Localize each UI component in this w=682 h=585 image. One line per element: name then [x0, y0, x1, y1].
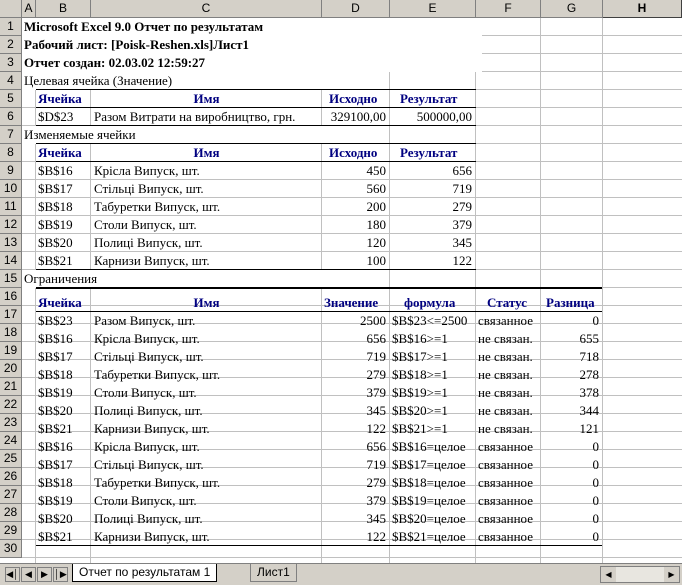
constraint-name: Крісла Випуск, шт.	[94, 331, 200, 346]
constraint-slack: 378	[579, 385, 599, 400]
constraint-slack: 0	[592, 439, 599, 454]
row-header-24[interactable]: 24	[0, 432, 22, 450]
row-header-23[interactable]: 23	[0, 414, 22, 432]
row-header-29[interactable]: 29	[0, 522, 22, 540]
constraint-name: Полиці Випуск, шт.	[94, 511, 203, 526]
constraint-name: Стільці Випуск, шт.	[94, 457, 204, 472]
row-header-26[interactable]: 26	[0, 468, 22, 486]
constraint-status: связанное	[478, 529, 533, 544]
constraint-name: Столи Випуск, шт.	[94, 493, 197, 508]
variable-original: 180	[366, 217, 386, 232]
worksheet-line: Рабочий лист: [Poisk-Reshen.xls]Лист1	[24, 37, 250, 52]
variable-name: Стільці Випуск, шт.	[94, 181, 204, 196]
column-header-d[interactable]: D	[322, 0, 390, 18]
constraint-status: не связан.	[478, 331, 533, 346]
constraint-value: 122	[366, 529, 386, 544]
variable-name: Карнизи Випуск, шт.	[94, 253, 210, 268]
constraint-slack: 0	[592, 313, 599, 328]
column-header-g[interactable]: G	[541, 0, 603, 18]
constraint-value: 719	[366, 457, 386, 472]
variable-original: 200	[366, 199, 386, 214]
constraint-value: 279	[366, 367, 386, 382]
constraint-cell: $B$20	[38, 511, 73, 526]
target-cell: $D$23	[38, 109, 74, 124]
constraint-formula: $B$16=целое	[392, 439, 466, 454]
table-border	[36, 89, 476, 90]
variable-result: 656	[452, 163, 472, 178]
constraint-name: Карнизи Випуск, шт.	[94, 421, 210, 436]
last-sheet-icon[interactable]: │▶	[53, 567, 68, 582]
constraint-slack: 655	[579, 331, 599, 346]
constraint-cell: $B$23	[38, 313, 73, 328]
constraint-status: не связан.	[478, 421, 533, 436]
constraint-cell: $B$16	[38, 331, 73, 346]
constraint-value: 345	[366, 403, 386, 418]
variable-cell: $B$19	[38, 217, 73, 232]
variable-original: 450	[366, 163, 386, 178]
column-header-a[interactable]: A	[22, 0, 36, 18]
constraint-formula: $B$16>=1	[392, 331, 448, 346]
scroll-right-icon[interactable]: ▶	[664, 567, 679, 582]
column-header-e[interactable]: E	[390, 0, 476, 18]
row-header-16[interactable]: 16	[0, 288, 22, 306]
constraint-value: 279	[366, 475, 386, 490]
row-header-21[interactable]: 21	[0, 378, 22, 396]
sheet-tab-bar	[0, 563, 682, 585]
target-col-result: Результат	[400, 91, 458, 106]
row-header-6[interactable]: 6	[0, 108, 22, 126]
constraint-slack: 278	[579, 367, 599, 382]
gridline	[22, 557, 682, 558]
variable-original: 120	[366, 235, 386, 250]
variable-original: 100	[366, 253, 386, 268]
variable-cell: $B$17	[38, 181, 73, 196]
tab-sheet1[interactable]: Лист1	[250, 564, 297, 582]
constraint-formula: $B$21>=1	[392, 421, 448, 436]
constraint-value: 379	[366, 493, 386, 508]
gridline	[35, 18, 36, 563]
select-all-corner[interactable]	[0, 0, 22, 18]
constraint-value: 656	[366, 439, 386, 454]
constraint-value: 122	[366, 421, 386, 436]
constraint-cell: $B$21	[38, 421, 73, 436]
row-header-3[interactable]: 3	[0, 54, 22, 72]
row-header-15[interactable]: 15	[0, 270, 22, 288]
report-title: Microsoft Excel 9.0 Отчет по результатам	[24, 19, 264, 34]
row-header-7[interactable]: 7	[0, 126, 22, 144]
constraint-slack: 0	[592, 529, 599, 544]
constraint-name: Полиці Випуск, шт.	[94, 403, 203, 418]
row-header-2[interactable]: 2	[0, 36, 22, 54]
row-header-22[interactable]: 22	[0, 396, 22, 414]
variable-cell: $B$16	[38, 163, 73, 178]
variable-original: 560	[366, 181, 386, 196]
constraint-name: Табуретки Випуск, шт.	[94, 367, 221, 382]
row-header-1[interactable]: 1	[0, 18, 22, 36]
constraint-formula: $B$20=целое	[392, 511, 466, 526]
first-sheet-icon[interactable]: ◀│	[5, 567, 20, 582]
row-header-28[interactable]: 28	[0, 504, 22, 522]
tab-results-report[interactable]: Отчет по результатам 1	[72, 564, 217, 582]
target-col-cell: Ячейка	[38, 91, 82, 106]
variables-col-name: Имя	[193, 145, 220, 160]
next-sheet-icon[interactable]: ▶	[37, 567, 52, 582]
constraint-status: связанное	[478, 475, 533, 490]
constraint-formula: $B$18=целое	[392, 475, 466, 490]
prev-sheet-icon[interactable]: ◀	[21, 567, 36, 582]
row-header-17[interactable]: 17	[0, 306, 22, 324]
scroll-left-icon[interactable]: ◀	[601, 567, 616, 582]
constraint-cell: $B$20	[38, 403, 73, 418]
horizontal-scrollbar[interactable]	[600, 566, 680, 583]
constraint-slack: 0	[592, 493, 599, 508]
constraints-section-title: Ограничения	[24, 271, 98, 286]
row-header-14[interactable]: 14	[0, 252, 22, 270]
constraint-slack: 0	[592, 475, 599, 490]
constraint-formula: $B$17=целое	[392, 457, 466, 472]
column-header-f[interactable]: F	[476, 0, 541, 18]
created-line: Отчет создан: 02.03.02 12:59:27	[24, 55, 206, 70]
constraint-slack: 0	[592, 457, 599, 472]
variable-result: 379	[452, 217, 472, 232]
target-col-name: Имя	[193, 91, 220, 106]
constraint-slack: 718	[579, 349, 599, 364]
variables-col-cell: Ячейка	[38, 145, 82, 160]
row-header-8[interactable]: 8	[0, 144, 22, 162]
row-header-13[interactable]: 13	[0, 234, 22, 252]
constraint-status: связанное	[478, 511, 533, 526]
variable-cell: $B$21	[38, 253, 73, 268]
variable-name: Табуретки Випуск, шт.	[94, 199, 221, 214]
constraints-col-cell: Ячейка	[38, 295, 82, 310]
constraint-name: Табуретки Випуск, шт.	[94, 475, 221, 490]
constraint-cell: $B$19	[38, 493, 73, 508]
constraint-status: не связан.	[478, 367, 533, 382]
row-header-27[interactable]: 27	[0, 486, 22, 504]
constraints-col-name: Имя	[193, 295, 220, 310]
variable-name: Крісла Випуск, шт.	[94, 163, 200, 178]
constraint-cell: $B$19	[38, 385, 73, 400]
row-header-11[interactable]: 11	[0, 198, 22, 216]
constraint-status: не связан.	[478, 349, 533, 364]
target-name: Разом Витрати на виробництво, грн.	[94, 109, 296, 124]
constraint-cell: $B$18	[38, 475, 73, 490]
constraint-status: связанное	[478, 457, 533, 472]
constraint-value: 719	[366, 349, 386, 364]
constraints-col-formula: формула	[404, 295, 456, 310]
gridline	[389, 18, 390, 563]
constraint-name: Столи Випуск, шт.	[94, 385, 197, 400]
target-original: 329100,00	[330, 109, 386, 124]
constraint-value: 379	[366, 385, 386, 400]
column-header-h[interactable]: H	[603, 0, 682, 18]
table-border	[36, 287, 602, 289]
constraint-formula: $B$20>=1	[392, 403, 448, 418]
constraints-col-slack: Разница	[546, 295, 595, 310]
constraint-status: не связан.	[478, 403, 533, 418]
constraint-name: Карнизи Випуск, шт.	[94, 529, 210, 544]
constraint-status: связанное	[478, 439, 533, 454]
constraint-name: Крісла Випуск, шт.	[94, 439, 200, 454]
row-header-4[interactable]: 4	[0, 72, 22, 90]
constraint-cell: $B$17	[38, 457, 73, 472]
row-header-10[interactable]: 10	[0, 180, 22, 198]
row-header-25[interactable]: 25	[0, 450, 22, 468]
constraint-name: Стільці Випуск, шт.	[94, 349, 204, 364]
target-col-original: Исходно	[329, 91, 378, 106]
row-header-19[interactable]: 19	[0, 342, 22, 360]
constraint-formula: $B$18>=1	[392, 367, 448, 382]
constraint-cell: $B$17	[38, 349, 73, 364]
constraint-value: 345	[366, 511, 386, 526]
constraint-slack: 344	[579, 403, 599, 418]
row-header-30[interactable]: 30	[0, 540, 22, 558]
variables-section-title: Изменяемые ячейки	[24, 127, 136, 142]
gridline	[475, 18, 476, 563]
constraint-formula: $B$19>=1	[392, 385, 448, 400]
variable-result: 122	[452, 253, 472, 268]
variable-cell: $B$20	[38, 235, 73, 250]
constraint-status: связанное	[478, 313, 533, 328]
variable-result: 279	[452, 199, 472, 214]
constraint-cell: $B$21	[38, 529, 73, 544]
constraint-cell: $B$16	[38, 439, 73, 454]
variables-col-result: Результат	[400, 145, 458, 160]
constraint-formula: $B$19=целое	[392, 493, 466, 508]
constraints-col-status: Статус	[487, 295, 528, 310]
variable-result: 345	[452, 235, 472, 250]
gridline	[602, 18, 603, 563]
column-header-b[interactable]: B	[36, 0, 91, 18]
constraint-value: 656	[366, 331, 386, 346]
target-result: 500000,00	[416, 109, 472, 124]
row-header-5[interactable]: 5	[0, 90, 22, 108]
variable-cell: $B$18	[38, 199, 73, 214]
row-header-18[interactable]: 18	[0, 324, 22, 342]
constraint-status: связанное	[478, 493, 533, 508]
row-header-9[interactable]: 9	[0, 162, 22, 180]
variable-result: 719	[452, 181, 472, 196]
constraint-cell: $B$18	[38, 367, 73, 382]
table-border	[36, 545, 602, 546]
constraint-slack: 121	[579, 421, 599, 436]
constraint-formula: $B$17>=1	[392, 349, 448, 364]
constraint-name: Разом Випуск, шт.	[94, 313, 196, 328]
constraint-formula: $B$23<=2500	[392, 313, 468, 328]
constraint-value: 2500	[360, 313, 386, 328]
constraint-formula: $B$21=целое	[392, 529, 466, 544]
variable-name: Полиці Випуск, шт.	[94, 235, 203, 250]
row-header-20[interactable]: 20	[0, 360, 22, 378]
column-header-c[interactable]: C	[91, 0, 322, 18]
constraint-status: не связан.	[478, 385, 533, 400]
constraint-slack: 0	[592, 511, 599, 526]
constraints-col-value: Значение	[324, 295, 379, 310]
row-header-12[interactable]: 12	[0, 216, 22, 234]
variables-col-original: Исходно	[329, 145, 378, 160]
variable-name: Столи Випуск, шт.	[94, 217, 197, 232]
target-section-title: Целевая ячейка (Значение)	[24, 73, 173, 88]
table-border	[36, 269, 476, 270]
